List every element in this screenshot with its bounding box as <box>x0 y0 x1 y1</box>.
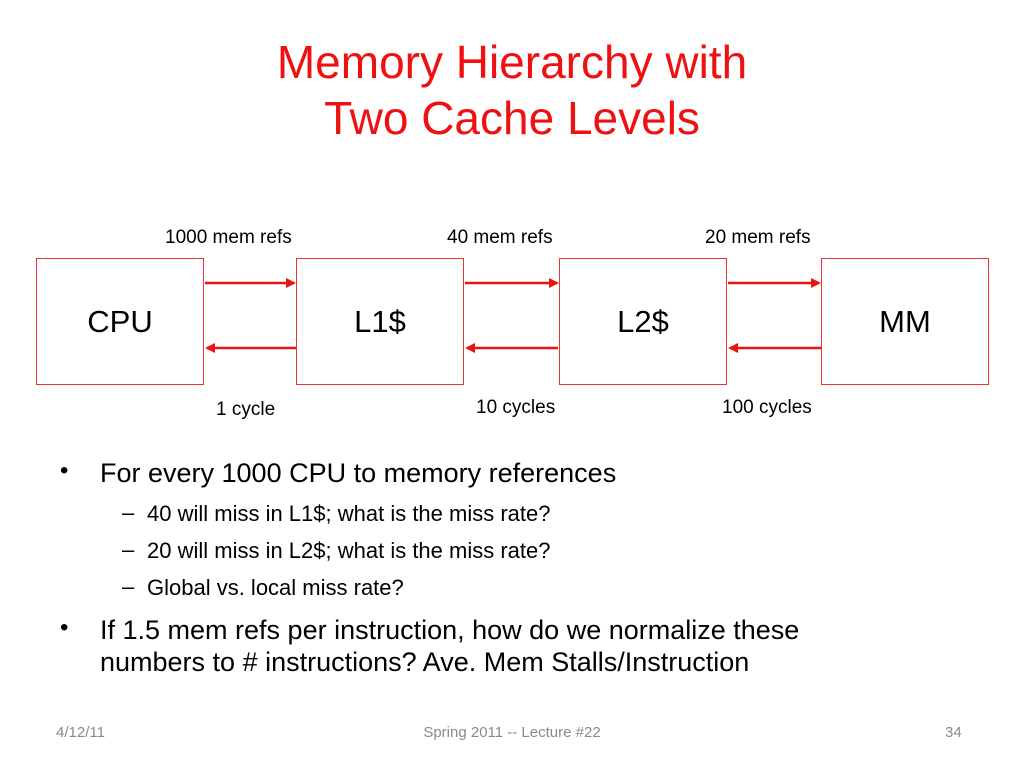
sub-bullet-1-text: 40 will miss in L1$; what is the miss rate? <box>147 501 551 526</box>
l2-cache-box-label: L2$ <box>617 303 669 339</box>
sub-bullet-dash-1: – <box>122 500 135 525</box>
l1-cache-box-label: L1$ <box>354 303 406 339</box>
cpu-box-label: CPU <box>87 303 153 339</box>
footer-course: Spring 2011 -- Lecture #22 <box>423 724 601 741</box>
cycle-label-l2: 10 cycles <box>476 397 556 418</box>
bullet-dot-1: • <box>60 457 69 484</box>
sub-bullet-3-text: Global vs. local miss rate? <box>147 575 404 600</box>
footer-date: 4/12/11 <box>56 724 105 741</box>
title-line-1: Memory Hierarchy with <box>276 36 748 88</box>
sub-bullet-dash-2: – <box>122 537 135 562</box>
bullet-1-text: For every 1000 CPU to memory references <box>100 458 617 488</box>
cycle-label-l1: 1 cycle <box>216 399 276 420</box>
title-line-2: Two Cache Levels <box>324 92 700 144</box>
bullet-2-line-2: numbers to # instructions? Ave. Mem Stalls/Instruction <box>100 647 750 677</box>
sub-bullet-dash-3: – <box>122 574 135 599</box>
refs-label-l1-l2: 40 mem refs <box>447 227 553 248</box>
refs-label-l2-mm: 20 mem refs <box>705 227 811 248</box>
refs-label-cpu-l1: 1000 mem refs <box>165 227 292 248</box>
footer-page-number: 34 <box>945 724 962 741</box>
bullet-2-line-1: If 1.5 mem refs per instruction, how do we normalize these <box>100 615 800 645</box>
cycle-label-mm: 100 cycles <box>722 397 812 418</box>
main-memory-box-label: MM <box>879 303 931 339</box>
sub-bullet-2-text: 20 will miss in L2$; what is the miss rate? <box>147 538 551 563</box>
bullet-dot-2: • <box>60 614 69 641</box>
